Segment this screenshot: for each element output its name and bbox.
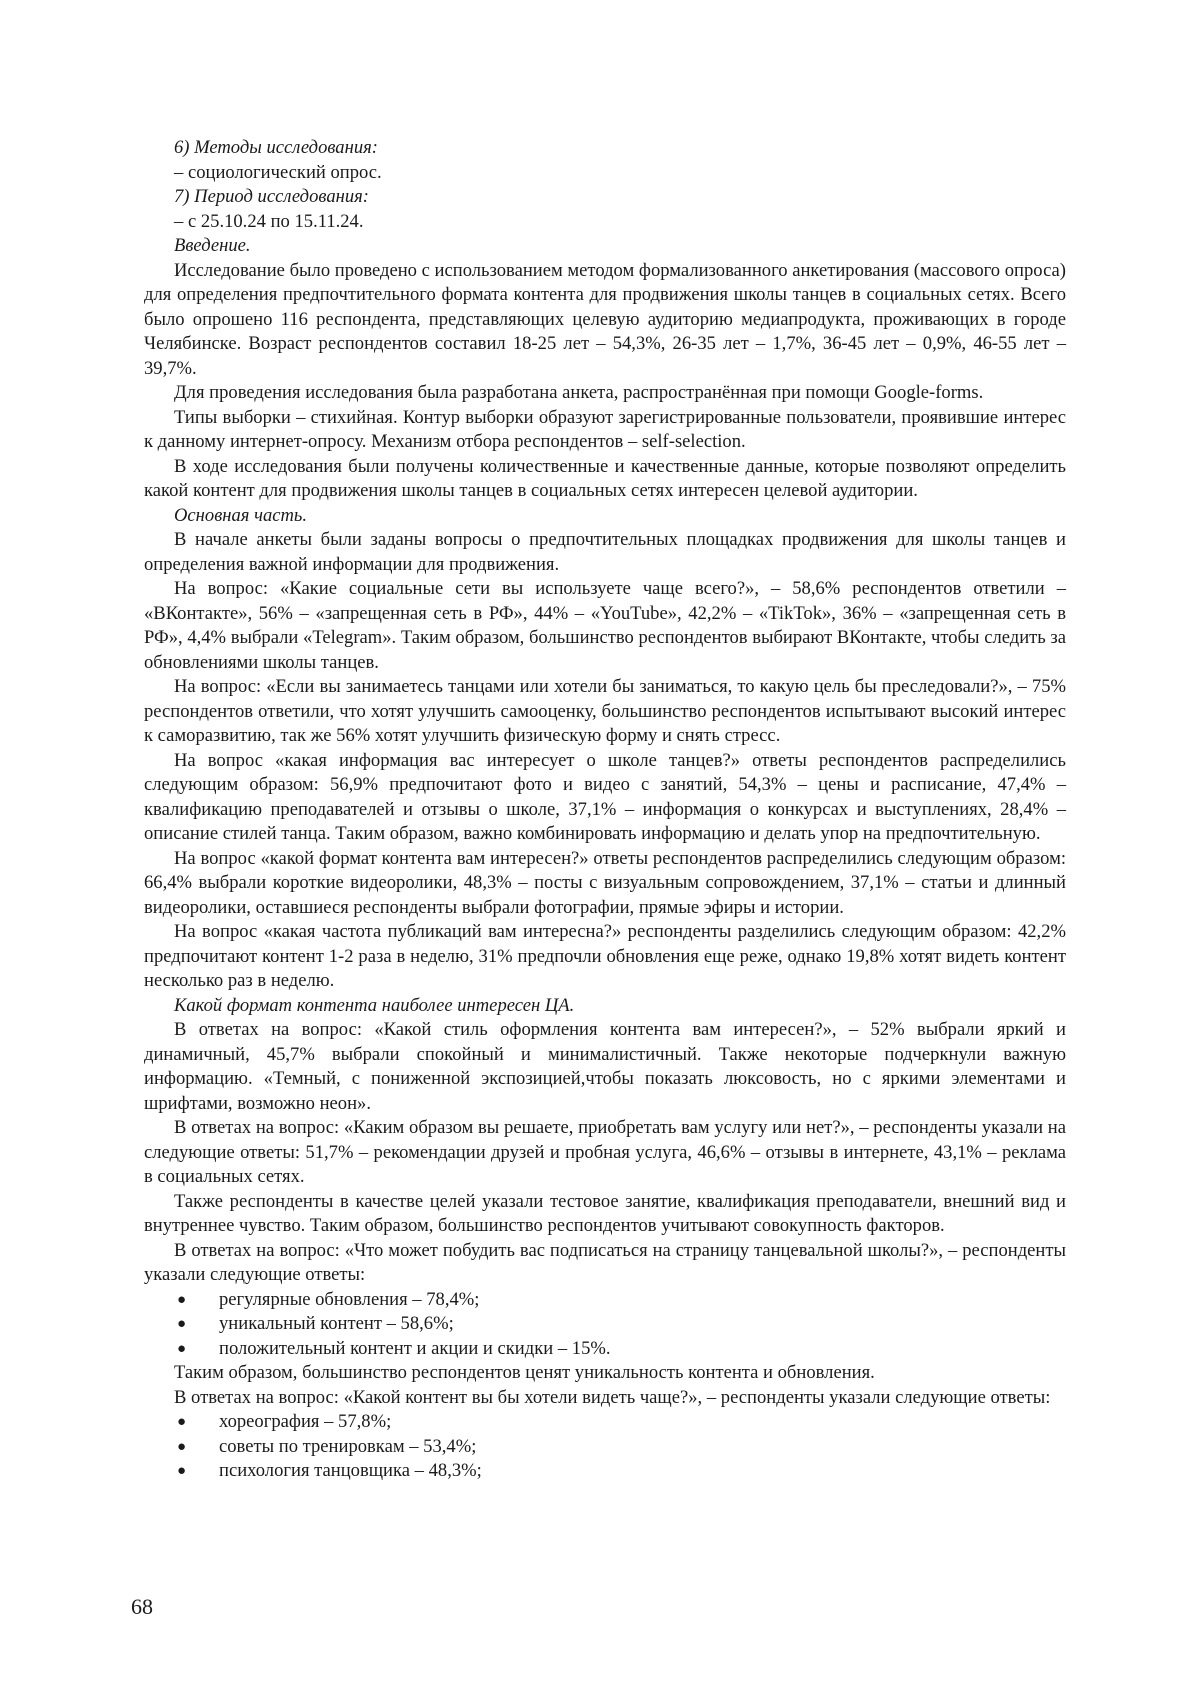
list-item: ● положительный контент и акции и скидки – 15%.: [144, 1337, 1066, 1362]
methods-heading: 6) Методы исследования:: [174, 137, 378, 158]
main-paragraph: На вопрос «какая частота публикаций вам интересна?» респонденты разделились следующим образом: 42,2% предпочитают контент 1-2 раза в неделю, 31% предпочли обновления еще реже, однако 19,8% хотят видеть контент несколько раз в неделю.: [144, 921, 1066, 991]
main-heading: Основная часть.: [174, 504, 308, 526]
format-paragraph: В ответах на вопрос: «Каким образом вы решаете, приобретать вам услугу или нет?», – респонденты указали на следующие ответы: 51,7% – рекомендации друзей и пробная услуга, 46,6% – отзывы в интернете, 43,1% – реклама в социальных сетях.: [144, 1117, 1066, 1187]
main-paragraph: На вопрос: «Какие социальные сети вы используете чаще всего?», – 58,6% респондентов ответили – «ВКонтакте», 56% – «запрещенная сеть в РФ», 44% – «YouTube», 42,2% – «TikTok», 36% – «запрещенная сеть в РФ», 4,4% выбрали «Telegram». Таким образом, большинство респондентов выбирают ВКонтакте, чтобы следить за обновлениями школы танцев.: [144, 578, 1066, 673]
intro-heading: Введение.: [174, 235, 251, 256]
main-paragraph: На вопрос: «Если вы занимаетесь танцами или хотели бы заниматься, то какую цель бы преследовали?», – 75% респондентов ответили, что хотят улучшить самооценку, большинство респондентов испытывают высокий интерес к саморазвитию, так же 56% хотят улучшить физическую форму и снять стресс.: [144, 676, 1066, 746]
format-paragraph: Также респонденты в качестве целей указали тестовое занятие, квалификация преподаватели, внешний вид и внутреннее чувство. Таким образом, большинство респондентов учитывают совокупность факторов.: [144, 1190, 1066, 1236]
list-item: ● хореография – 57,8%;: [144, 1410, 1066, 1435]
intro-paragraph: Типы выборки – стихийная. Контур выборки образуют зарегистрированные пользователи, проявившие интерес к данному интернет-опросу. Механизм отбора респондентов – self-selection.: [144, 406, 1066, 452]
intro-paragraph: Для проведения исследования была разработана анкета, распространённая при помощи Google-forms.: [174, 382, 984, 403]
bullet-list-subscribe: [144, 1288, 1066, 1362]
period-item: – с 25.10.24 по 15.11.24.: [174, 210, 364, 232]
format-paragraph: Таким образом, большинство респондентов ценят уникальность контента и обновления.: [174, 1362, 875, 1383]
format-heading: Какой формат контента наиболее интересен ЦА.: [174, 994, 575, 1016]
intro-paragraph: Исследование было проведено с использованием методом формализованного анкетирования (массового опроса) для определения предпочтительного формата контента для продвижения школы танцев в социальных сетях. Всего было опрошено 116 респондента, представляющих целевую аудиторию медиапродукта, проживающих в городе Челябинске. Возраст респондентов составил 18-25 лет – 54,3%, 26-35 лет – 1,7%, 36-45 лет – 0,9%, 46-55 лет – 39,7%.: [144, 259, 1066, 379]
list-item: ● уникальный контент – 58,6%;: [144, 1312, 1066, 1337]
main-paragraph: На вопрос «какая информация вас интересует о школе танцев?» ответы респондентов распределились следующим образом: 56,9% предпочитают фото и видео с занятий, 54,3% – цены и расписание, 47,4% – квалификацию преподавателей и отзывы о школе, 37,1% – информация о конкурсах и выступлениях, 28,4% – описание стилей танца. Таким образом, важно комбинировать информацию и делать упор на предпочтительную.: [144, 749, 1066, 844]
bullet-list-content: [144, 1410, 1066, 1484]
format-paragraph: В ответах на вопрос: «Какой стиль оформления контента вам интересен?», – 52% выбрали яркий и динамичный, 45,7% выбрали спокойный и минималистичный. Также некоторые подчеркнули важную информацию. «Темный, с пониженной экспозицией,чтобы показать люксовость, но с яркими элементами и шрифтами, возможно неон».: [144, 1019, 1066, 1114]
document-body: [144, 136, 1066, 1484]
intro-paragraph: В ходе исследования были получены количественные и качественные данные, которые позволяют определить какой контент для продвижения школы танцев в социальных сетях интересен целевой аудитории.: [144, 455, 1066, 501]
format-paragraph: В ответах на вопрос: «Что может побудить вас подписаться на страницу танцевальной школы?», – респонденты указали следующие ответы:: [144, 1239, 1066, 1285]
format-paragraph: В ответах на вопрос: «Какой контент вы бы хотели видеть чаще?», – респонденты указали следующие ответы:: [174, 1386, 1051, 1408]
methods-item: – социологический опрос.: [174, 161, 382, 183]
list-item: ● регулярные обновления – 78,4%;: [144, 1288, 1066, 1313]
period-heading: 7) Период исследования:: [174, 186, 369, 207]
main-paragraph: В начале анкеты были заданы вопросы о предпочтительных площадках продвижения для школы танцев и определения важной информации для продвижения.: [144, 529, 1066, 575]
list-item: ● психология танцовщика – 48,3%;: [144, 1459, 1066, 1484]
main-paragraph: На вопрос «какой формат контента вам интересен?» ответы респондентов распределились следующим образом: 66,4% выбрали короткие видеоролики, 48,3% – посты с визуальным сопровождением, 37,1% – статьи и длинный видеоролики, оставшиеся респонденты выбрали фотографии, прямые эфиры и истории.: [144, 847, 1066, 918]
list-item: ● советы по тренировкам – 53,4%;: [144, 1435, 1066, 1460]
page-number: 68: [131, 1594, 153, 1619]
